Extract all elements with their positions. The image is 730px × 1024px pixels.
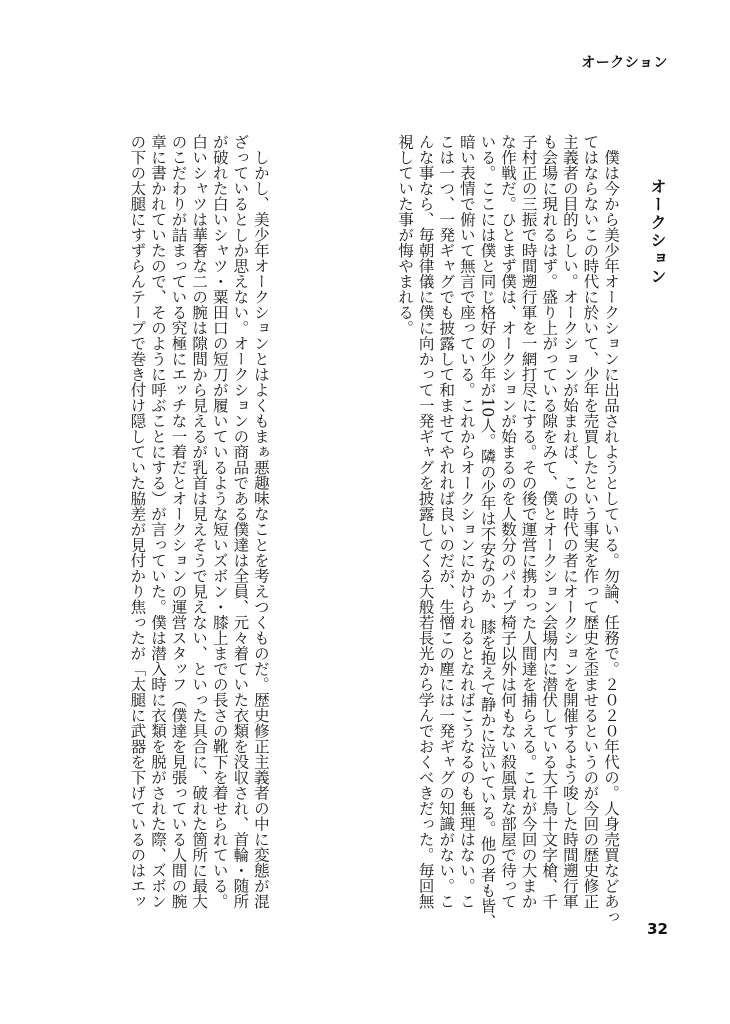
text-column: ざっているとしか思えない。オークションの商品である僕達は全員、元々着ていた衣類を没収され、首輪・随所 [231, 134, 250, 909]
body-text [127, 134, 621, 929]
text-column: いる。ここには僕と同じ格好の少年が10人。隣の少年は不安なのか、膝を抱えて静かに泣いている。他の者も皆、 [478, 134, 497, 929]
paragraph-break [333, 134, 354, 914]
paragraph-break [353, 134, 374, 914]
text-column: 主義者の目的らしい。オークションが始まれば、この時代の者にオークションを開催するよう唆した時間遡行軍 [560, 134, 579, 909]
text-column: 暗い表情で俯いて無言で座っている。これからオークションにかけられるとなればこうなるのも無理はない。こ [457, 134, 476, 909]
paragraph-break [374, 134, 395, 914]
page-number: 32 [647, 920, 668, 938]
text-column: こは一つ、一発ギャグでも披露して和ませてやれれば良いのだが、生憎この塵には一発ギャグの知識がない。こ [437, 134, 456, 909]
text-column: も会場に現れるはず。盛り上がっている隙をみて、僕とオークション会場内に潜伏している大千鳥十文字槍、千 [540, 134, 559, 909]
paragraph-break [292, 134, 313, 914]
running-header-title: オークション [581, 55, 668, 71]
text-column: 章に書かれていたので、そのように呼ぶことにする）が言っていた。僕は潜入時に衣類を脱がされた際、ズボン [148, 134, 167, 909]
text-column: が破れた白いシャツ・粟田口の短刀が履いているような短いズボン・膝上までの長さの靴下を着せられている。 [210, 134, 229, 909]
text-column: な作戦だ。ひとまず僕は、オークションが始まるのを人数分のパイプ椅子以外は何もない殺風景な部屋で待って [499, 134, 518, 909]
text-column: の下の太腿にすずらんテープで巻き付け隠していた脇差が見付かり焦ったが「太腿に武器を下げているのはエッ [128, 134, 147, 909]
text-column: んな事なら、毎朝律儀に僕に向かって一発ギャグを披露してくる大般若長光から学んでおくべきだった。毎回無 [416, 134, 435, 909]
text-column: 僕は今から美少年オークションに出品されようとしている。勿論、任務で。２０２０年代の。人身売買などあっ [602, 134, 620, 925]
text-column: 子村正の三振で時間遡行軍を一網打尽にする。その後で運営に携わった人間達を捕らえる。これが今回の大まか [519, 134, 538, 909]
text-column: のこだわりが詰まっている究極にエッチな一着だとオークションの運営スタッフ（僕達を見張っている人間の腕 [169, 134, 188, 909]
paragraph-break [271, 134, 292, 914]
text-column: 視していた事が悔やまれる。 [396, 134, 415, 336]
text-column: てはならないこの時代に於いて、少年を売買したという事実を作って歴史を歪ませるというのが今回の歴史修正 [581, 134, 600, 909]
chapter-title: オークション [648, 178, 667, 286]
text-column: 白いシャツは華奢な二の腕は隙間から見えるが乳首は見えそうで見えない、といった具合に、破れた箇所に最大 [190, 134, 209, 909]
paragraph-break [312, 134, 333, 914]
text-column: しかし、美少年オークションとはよくもまぁ悪趣味なことを考えつくものだ。歴史修正主義者の中に変態が混 [251, 134, 270, 909]
